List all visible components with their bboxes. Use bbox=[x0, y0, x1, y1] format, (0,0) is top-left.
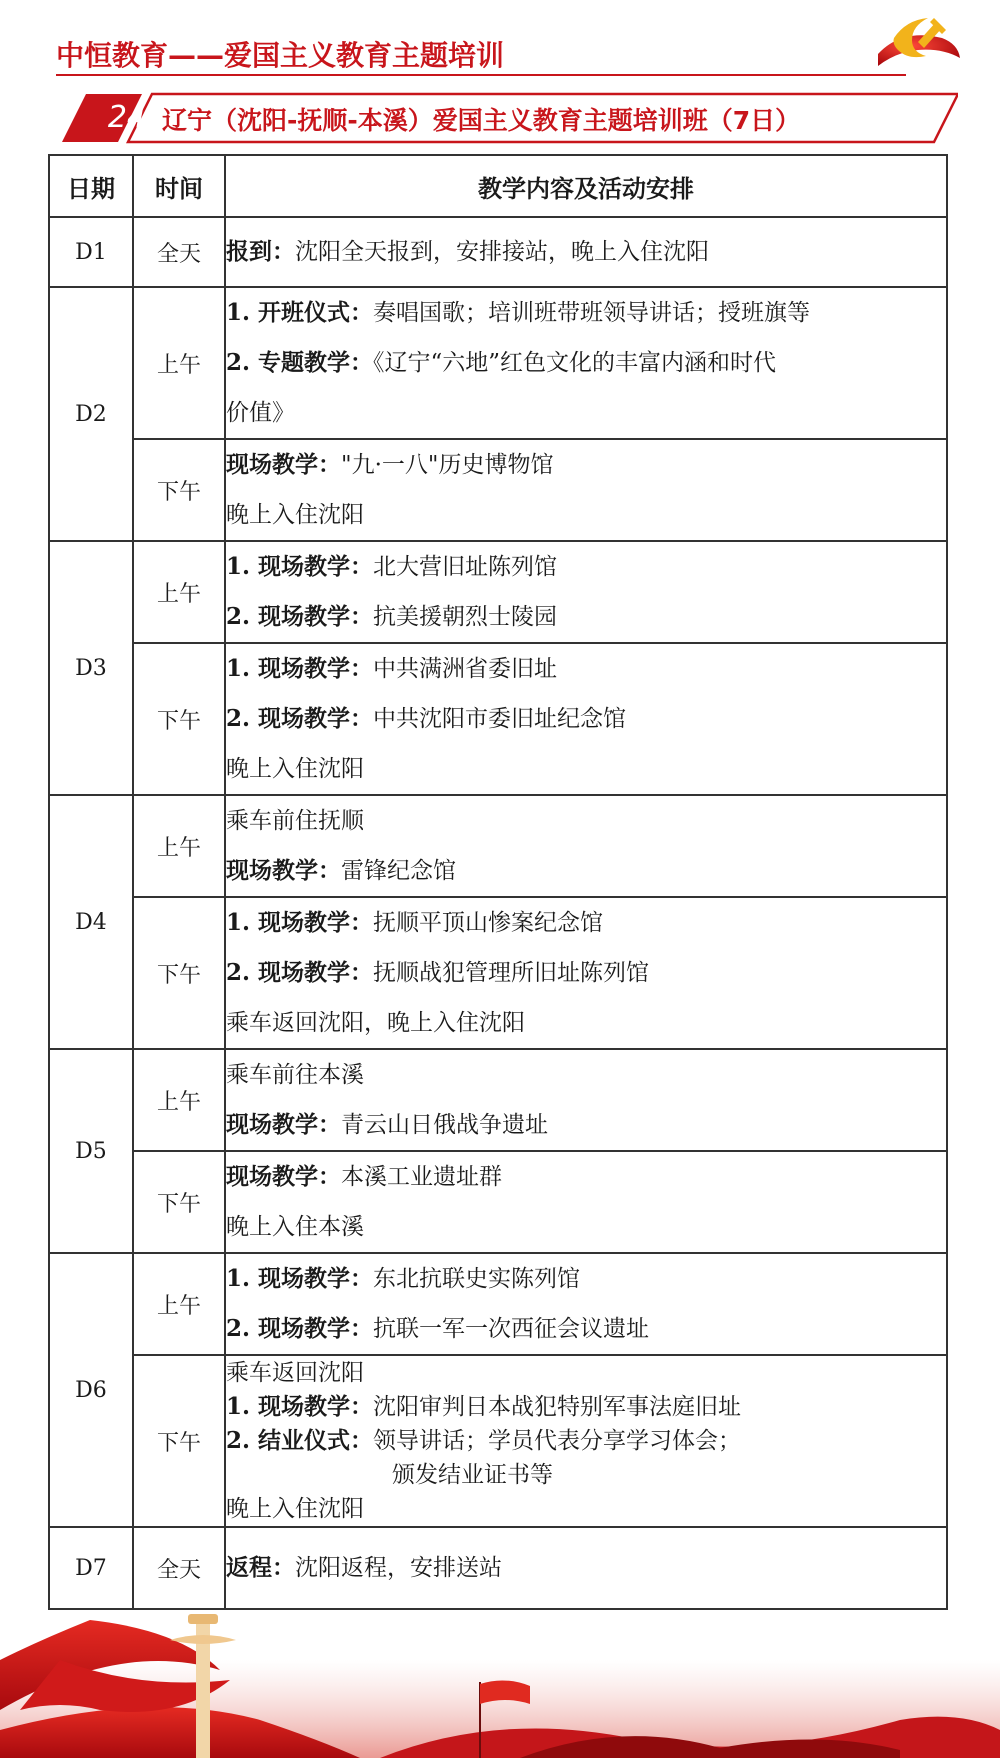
content-label: 2. 专题教学： bbox=[226, 349, 374, 376]
content-text: 晚上入住沈阳 bbox=[226, 1496, 364, 1522]
content-cell bbox=[225, 1253, 947, 1355]
content-label: 1. 现场教学： bbox=[226, 655, 374, 682]
content-label: 返程： bbox=[226, 1554, 295, 1581]
content-text: 颁发结业证书等 bbox=[392, 1462, 553, 1488]
content-cell bbox=[225, 541, 947, 643]
table-row bbox=[49, 287, 947, 439]
content-cell bbox=[225, 287, 947, 439]
table-row bbox=[49, 1151, 947, 1253]
schedule-table bbox=[48, 154, 948, 1610]
day-cell: D3 bbox=[49, 541, 133, 795]
day-cell: D1 bbox=[49, 217, 133, 287]
content-cell bbox=[225, 1527, 947, 1609]
content-cell bbox=[225, 643, 947, 795]
content-text: 晚上入住沈阳 bbox=[226, 502, 364, 528]
content-label: 2. 现场教学： bbox=[226, 603, 374, 630]
content-text: 中共满洲省委旧址 bbox=[373, 656, 558, 682]
day-cell: D6 bbox=[49, 1253, 133, 1527]
banner bbox=[62, 92, 958, 144]
content-cell bbox=[225, 795, 947, 897]
content-cell bbox=[225, 1151, 947, 1253]
table-row bbox=[49, 439, 947, 541]
day-cell: D4 bbox=[49, 795, 133, 1049]
content-label: 1. 开班仪式： bbox=[226, 299, 374, 326]
table-row bbox=[49, 1049, 947, 1151]
content-label: 2. 结业仪式： bbox=[226, 1427, 374, 1454]
table-row bbox=[49, 795, 947, 897]
content-label: 1. 现场教学： bbox=[226, 553, 374, 580]
time-cell: 全天 bbox=[133, 1527, 225, 1609]
day-cell: D2 bbox=[49, 287, 133, 541]
content-label: 2. 现场教学： bbox=[226, 959, 374, 986]
content-text: "九·一八"历史博物馆 bbox=[341, 452, 554, 478]
content-text: 价值》 bbox=[226, 400, 295, 426]
time-cell: 下午 bbox=[133, 1355, 225, 1527]
brand-title: 中恒教育——爱国主义教育主题培训 bbox=[56, 39, 505, 72]
content-text: 奏唱国歌；培训班带班领导讲话；授班旗等 bbox=[373, 300, 811, 326]
content-text: 中共沈阳市委旧址纪念馆 bbox=[373, 706, 627, 732]
content-label: 2. 现场教学： bbox=[226, 1315, 374, 1342]
content-text: 抗美援朝烈士陵园 bbox=[373, 604, 558, 630]
time-cell: 上午 bbox=[133, 287, 225, 439]
content-text: 晚上入住沈阳 bbox=[226, 756, 364, 782]
time-cell: 上午 bbox=[133, 1253, 225, 1355]
content-label: 2. 现场教学： bbox=[226, 705, 374, 732]
banner-title: 辽宁（沈阳-抚顺-本溪）爱国主义教育主题培训班（7日） bbox=[162, 106, 801, 135]
content-text: 东北抗联史实陈列馆 bbox=[373, 1266, 581, 1292]
content-text: 乘车返回沈阳，晚上入住沈阳 bbox=[226, 1010, 525, 1036]
table-row bbox=[49, 217, 947, 287]
banner-number: 24 bbox=[107, 100, 147, 135]
content-label: 1. 现场教学： bbox=[226, 1393, 374, 1420]
time-cell: 下午 bbox=[133, 1151, 225, 1253]
header-date: 日期 bbox=[49, 155, 133, 217]
time-cell: 上午 bbox=[133, 1049, 225, 1151]
table-row bbox=[49, 1355, 947, 1527]
content-cell bbox=[225, 1355, 947, 1527]
table-header-row bbox=[49, 155, 947, 217]
day-cell: D7 bbox=[49, 1527, 133, 1609]
content-text: 乘车返回沈阳 bbox=[226, 1360, 364, 1386]
party-emblem-icon bbox=[872, 8, 964, 76]
content-cell bbox=[225, 439, 947, 541]
time-cell: 上午 bbox=[133, 541, 225, 643]
time-cell: 上午 bbox=[133, 795, 225, 897]
table-row bbox=[49, 643, 947, 795]
header-time: 时间 bbox=[133, 155, 225, 217]
content-label: 1. 现场教学： bbox=[226, 909, 374, 936]
content-text: 北大营旧址陈列馆 bbox=[373, 554, 558, 580]
time-cell: 下午 bbox=[133, 643, 225, 795]
content-text: 抚顺战犯管理所旧址陈列馆 bbox=[373, 960, 650, 986]
red-ribbon-huabiao-decoration bbox=[0, 1600, 1000, 1758]
table-row bbox=[49, 541, 947, 643]
content-text: 领导讲话；学员代表分享学习体会； bbox=[373, 1428, 742, 1454]
content-cell bbox=[225, 1049, 947, 1151]
content-label: 1. 现场教学： bbox=[226, 1265, 374, 1292]
content-text: 沈阳全天报到，安排接站，晚上入住沈阳 bbox=[295, 239, 709, 265]
content-label: 现场教学： bbox=[226, 1111, 341, 1138]
content-text: 本溪工业遗址群 bbox=[341, 1164, 502, 1190]
content-text: 青云山日俄战争遗址 bbox=[341, 1112, 548, 1138]
content-label: 报到： bbox=[226, 238, 295, 265]
content-text: 沈阳审判日本战犯特别军事法庭旧址 bbox=[373, 1394, 742, 1420]
time-cell: 下午 bbox=[133, 897, 225, 1049]
content-text: 晚上入住本溪 bbox=[226, 1214, 364, 1240]
brand-rule bbox=[56, 74, 906, 76]
content-label: 现场教学： bbox=[226, 451, 341, 478]
time-cell: 下午 bbox=[133, 439, 225, 541]
content-label: 现场教学： bbox=[226, 857, 341, 884]
table-row bbox=[49, 897, 947, 1049]
header-content: 教学内容及活动安排 bbox=[225, 155, 947, 217]
day-cell: D5 bbox=[49, 1049, 133, 1253]
content-text: 雷锋纪念馆 bbox=[341, 858, 456, 884]
time-cell: 全天 bbox=[133, 217, 225, 287]
content-text: 抗联一军一次西征会议遗址 bbox=[373, 1316, 650, 1342]
content-text: 《辽宁“六地”红色文化的丰富内涵和时代 bbox=[373, 350, 777, 376]
content-text: 乘车前往本溪 bbox=[226, 1062, 364, 1088]
content-text: 乘车前住抚顺 bbox=[226, 808, 364, 834]
content-cell bbox=[225, 897, 947, 1049]
table-row bbox=[49, 1527, 947, 1609]
content-label: 现场教学： bbox=[226, 1163, 341, 1190]
content-text: 沈阳返程，安排送站 bbox=[295, 1555, 502, 1581]
table-row bbox=[49, 1253, 947, 1355]
content-text: 抚顺平顶山惨案纪念馆 bbox=[373, 910, 604, 936]
content-cell bbox=[225, 217, 947, 287]
